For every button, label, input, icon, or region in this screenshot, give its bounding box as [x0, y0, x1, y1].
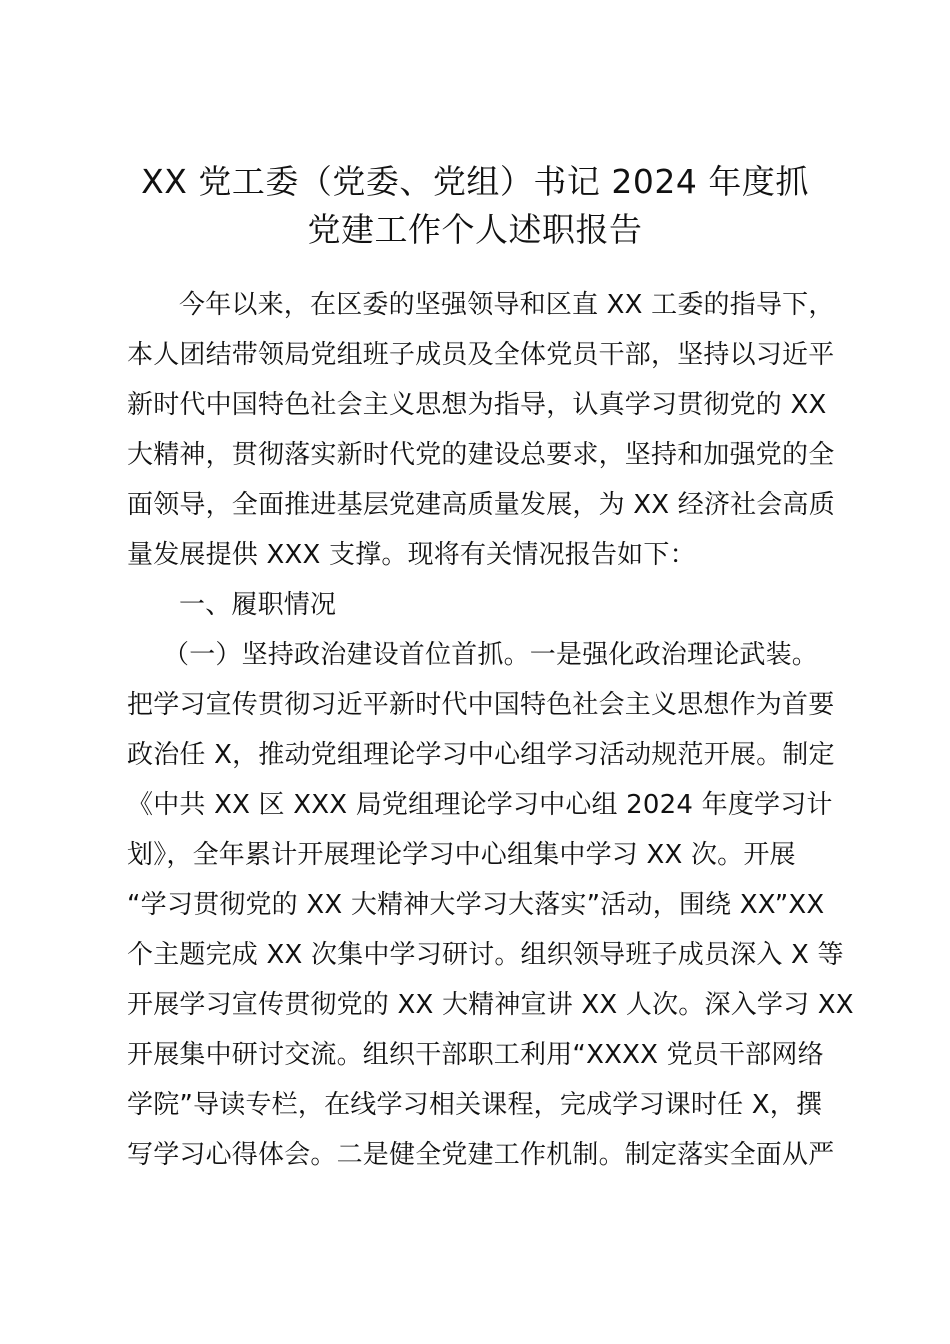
- paragraph-line: 开展集中研讨交流。组织干部职工利用“XXXX 党员干部网络: [127, 1040, 824, 1070]
- paragraph-line: （一）坚持政治建设首位首抓。一是强化政治理论武装。: [163, 640, 819, 670]
- paragraph-line: 写学习心得体会。二是健全党建工作机制。制定落实全面从严: [127, 1140, 835, 1170]
- title-line-2: 党建工作个人述职报告: [307, 210, 643, 249]
- paragraph-line: 政治任 X，推动党组理论学习中心组学习活动规范开展。制定: [127, 740, 835, 770]
- paragraph-line: 面领导，全面推进基层党建高质量发展，为 XX 经济社会高质: [127, 490, 835, 520]
- paragraph-line: “学习贯彻党的 XX 大精神大学习大落实”活动，围绕 XX”XX: [127, 890, 825, 920]
- section-heading: 一、履职情况: [179, 590, 337, 620]
- paragraph-line: 开展学习宣传贯彻党的 XX 大精神宣讲 XX 人次。深入学习 XX: [127, 990, 854, 1020]
- paragraph-line: 新时代中国特色社会主义思想为指导，认真学习贯彻党的 XX: [127, 390, 827, 420]
- paragraph-line: 本人团结带领局党组班子成员及全体党员干部，坚持以习近平: [127, 340, 835, 370]
- paragraph-line: 把学习宣传贯彻习近平新时代中国特色社会主义思想作为首要: [127, 690, 835, 720]
- paragraph-line: 划》，全年累计开展理论学习中心组集中学习 XX 次。开展: [127, 840, 796, 870]
- document-body: [127, 280, 854, 1180]
- paragraph-line: 量发展提供 XXX 支撑。现将有关情况报告如下：: [127, 540, 696, 570]
- paragraph-line: 《中共 XX 区 XXX 局党组理论学习中心组 2024 年度学习计: [127, 790, 833, 820]
- paragraph-line: 今年以来，在区委的坚强领导和区直 XX 工委的指导下，: [179, 290, 835, 320]
- paragraph-line: 大精神，贯彻落实新时代党的建设总要求，坚持和加强党的全: [127, 440, 835, 470]
- title-line-1: XX 党工委（党委、党组）书记 2024 年度抓: [141, 162, 809, 201]
- document-title: [110, 158, 840, 254]
- paragraph-line: 个主题完成 XX 次集中学习研讨。组织领导班子成员深入 X 等: [127, 940, 844, 970]
- paragraph-line: 学院”导读专栏，在线学习相关课程，完成学习课时任 X，撰: [127, 1090, 823, 1120]
